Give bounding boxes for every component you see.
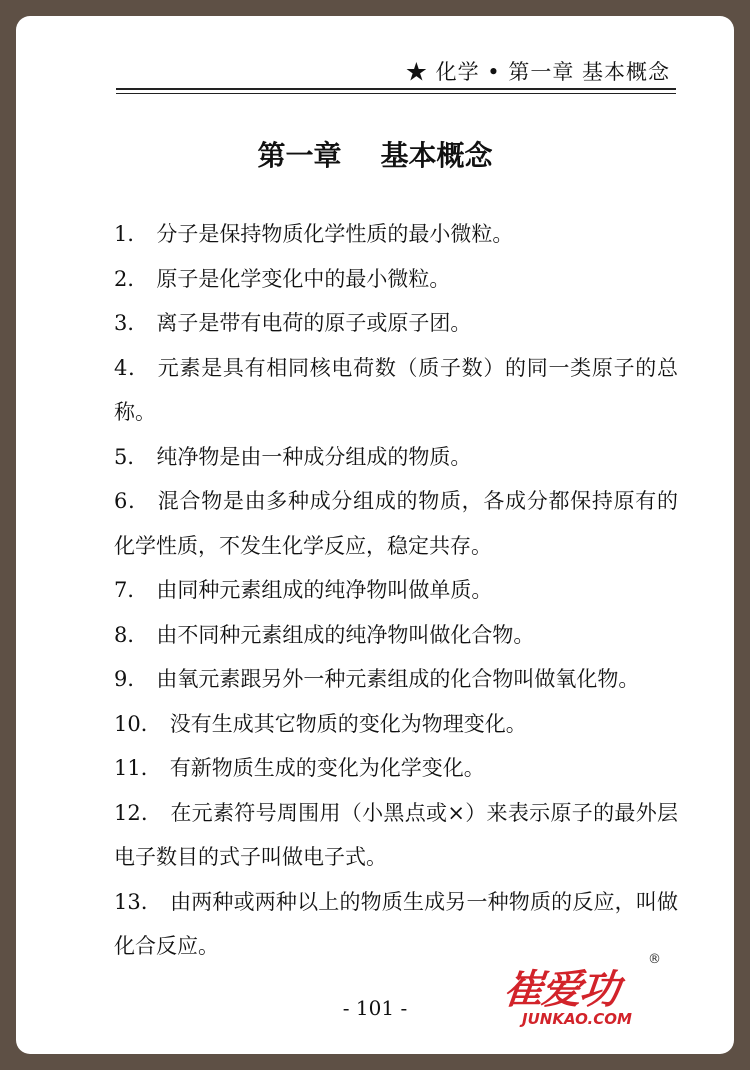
item-number: 7． bbox=[114, 578, 149, 602]
list-item bbox=[114, 435, 678, 480]
item-text: 混合物是由多种成分组成的物质，各成分都保持原有的化学性质，不发生化学反应，稳定共存。 bbox=[114, 489, 678, 558]
registered-mark-icon: ® bbox=[648, 952, 661, 967]
list-item bbox=[114, 257, 678, 302]
chapter-title: 第一章 基本概念 bbox=[257, 139, 493, 172]
list-item bbox=[114, 613, 678, 658]
item-text: 由不同种元素组成的纯净物叫做化合物。 bbox=[156, 622, 535, 647]
item-number: 8． bbox=[114, 622, 149, 647]
item-number: 13． bbox=[114, 889, 163, 914]
logo-domain-text: JUNKAO.COM bbox=[522, 1010, 632, 1028]
item-number: 3． bbox=[114, 311, 149, 335]
list-item bbox=[114, 746, 678, 791]
item-number: 2． bbox=[114, 266, 149, 291]
logo-main-text: 崔爱功 bbox=[501, 967, 621, 1013]
list-item bbox=[114, 702, 678, 747]
header-rule-thin bbox=[116, 93, 676, 94]
item-text: 由同种元素组成的纯净物叫做单质。 bbox=[156, 578, 493, 602]
item-text: 由氧元素跟另外一种元素组成的化合物叫做氧化物。 bbox=[156, 667, 640, 691]
item-text: 有新物质生成的变化为化学变化。 bbox=[169, 756, 485, 780]
list-item bbox=[114, 791, 678, 880]
item-number: 9． bbox=[114, 667, 149, 691]
item-number: 4． bbox=[114, 355, 150, 380]
item-text: 纯净物是由一种成分组成的物质。 bbox=[156, 444, 472, 469]
header-rule-thick bbox=[116, 88, 676, 90]
definitions-list bbox=[114, 212, 678, 969]
list-item bbox=[114, 657, 678, 702]
item-text: 元素是具有相同核电荷数（质子数）的同一类原子的总称。 bbox=[114, 355, 678, 424]
item-number: 11． bbox=[114, 756, 162, 780]
item-number: 12． bbox=[114, 800, 163, 825]
item-text: 离子是带有电荷的原子或原子团。 bbox=[156, 311, 472, 335]
item-number: 1． bbox=[114, 222, 149, 246]
running-header: ★ 化学 • 第一章 基本概念 bbox=[405, 60, 670, 84]
item-text: 由两种或两种以上的物质生成另一种物质的反应，叫做化合反应。 bbox=[114, 889, 679, 958]
item-number: 6． bbox=[114, 489, 150, 513]
item-text: 原子是化学变化中的最小微粒。 bbox=[156, 266, 451, 291]
document-page bbox=[16, 16, 734, 1054]
list-item bbox=[114, 880, 678, 969]
item-text: 没有生成其它物质的变化为物理变化。 bbox=[169, 711, 527, 736]
page-number: - 101 - bbox=[342, 996, 408, 1020]
list-item bbox=[114, 346, 678, 435]
list-item bbox=[114, 568, 678, 613]
item-number: 10． bbox=[114, 711, 162, 736]
item-number: 5． bbox=[114, 444, 149, 469]
list-item bbox=[114, 479, 678, 568]
brand-logo bbox=[500, 952, 661, 1030]
list-item bbox=[114, 212, 678, 257]
list-item bbox=[114, 301, 678, 346]
item-text: 分子是保持物质化学性质的最小微粒。 bbox=[156, 222, 514, 246]
item-text: 在元素符号周围用（小黑点或×）来表示原子的最外层电子数目的式子叫做电子式。 bbox=[114, 800, 678, 869]
